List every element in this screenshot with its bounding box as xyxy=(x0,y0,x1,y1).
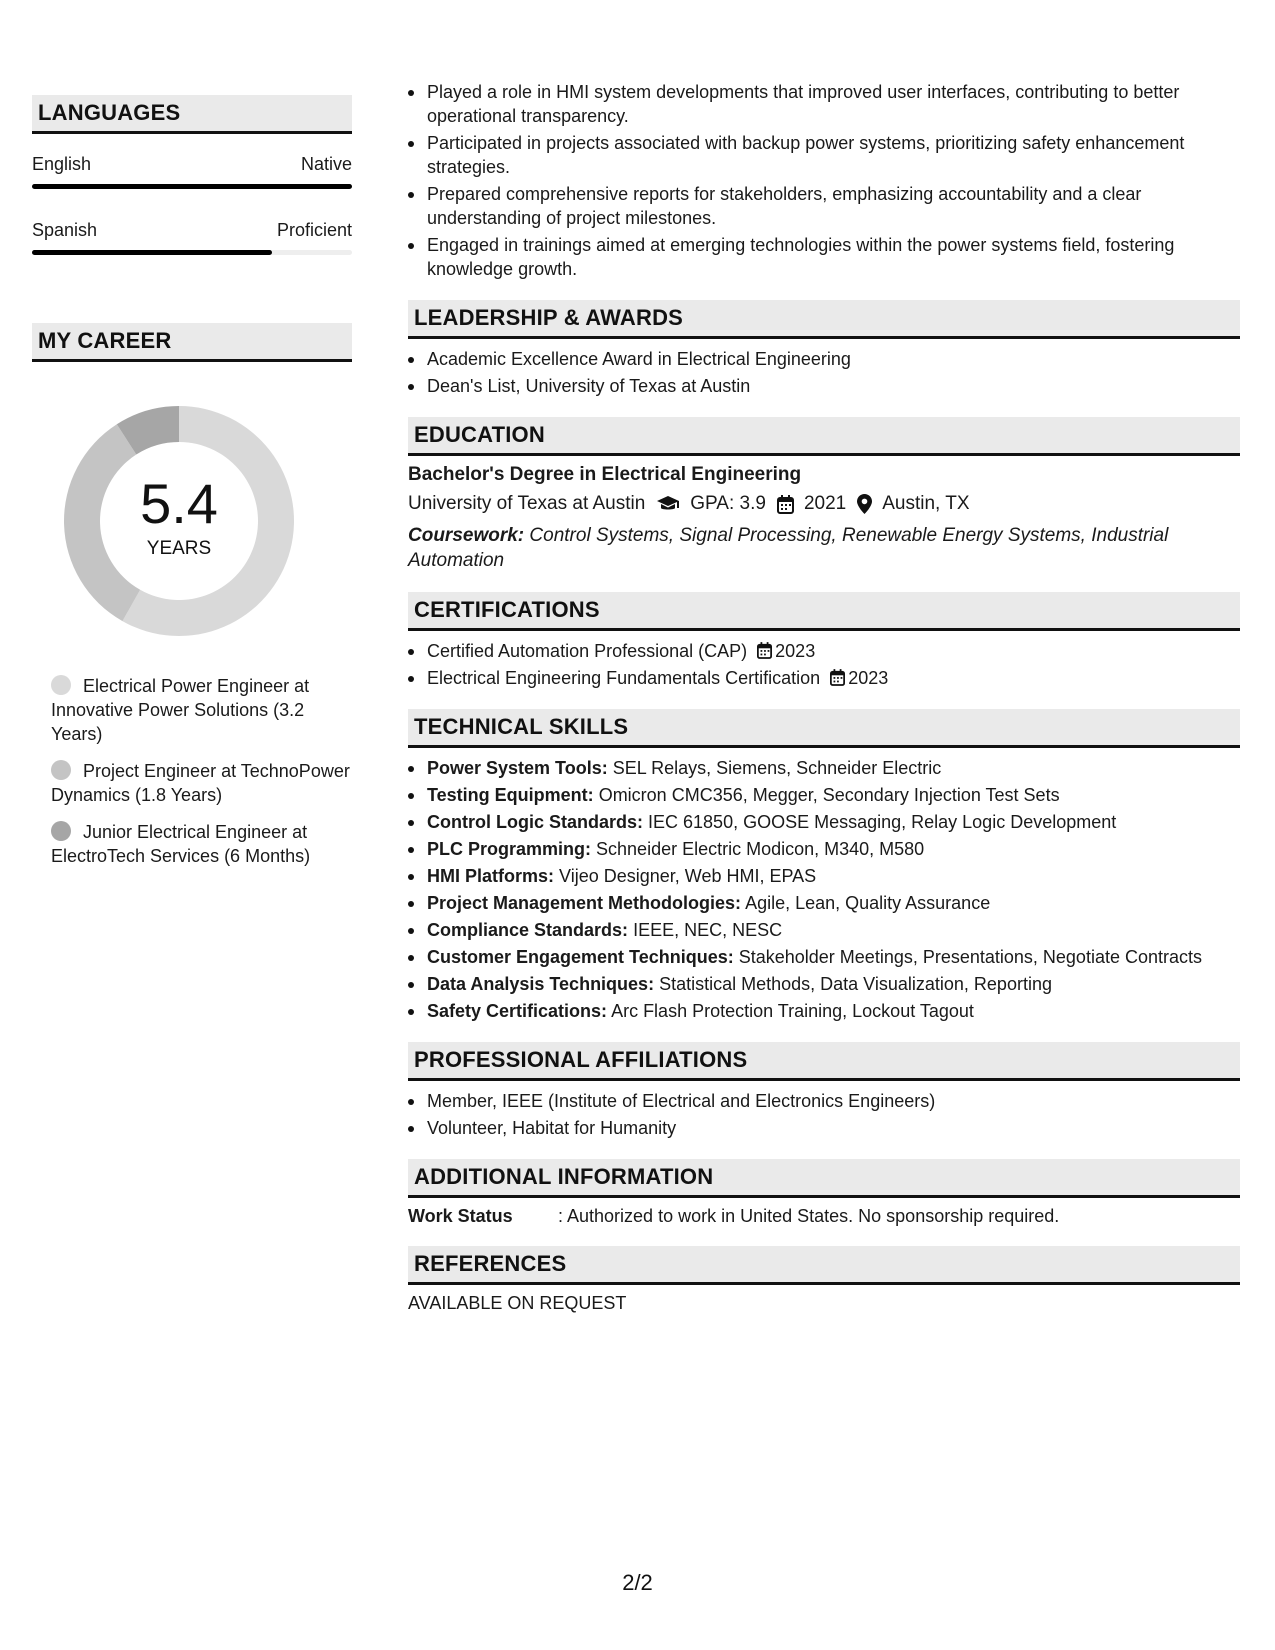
career-total-unit: YEARS xyxy=(146,538,212,559)
skill-label: HMI Platforms: xyxy=(427,866,555,886)
location-pin-icon xyxy=(857,494,872,514)
skill-item xyxy=(408,918,1240,942)
certifications-heading: CERTIFICATIONS xyxy=(408,592,1240,631)
page-number: 2/2 xyxy=(622,1570,653,1595)
leadership-item: Academic Excellence Award in Electrical Engineering xyxy=(408,347,1240,371)
affiliation-item: Member, IEEE (Institute of Electrical and Electronics Engineers) xyxy=(408,1089,1240,1113)
language-level: Proficient xyxy=(276,220,352,240)
skills-heading: TECHNICAL SKILLS xyxy=(408,709,1240,748)
skill-value: Omicron CMC356, Megger, Secondary Injection Test Sets xyxy=(598,785,1060,805)
work-status-value: : Authorized to work in United States. No sponsorship required. xyxy=(558,1206,1060,1226)
language-name: Spanish xyxy=(32,220,98,240)
coursework-list: Control Systems, Signal Processing, Renewable Energy Systems, Industrial Automation xyxy=(408,525,1169,571)
language-level: Native xyxy=(300,154,352,174)
language-proficiency-bar xyxy=(32,184,352,189)
skill-value: IEC 61850, GOOSE Messaging, Relay Logic Development xyxy=(648,812,1117,832)
certification-name: Electrical Engineering Fundamentals Certification xyxy=(427,668,821,688)
language-proficiency-fill xyxy=(32,250,272,255)
leadership-heading: LEADERSHIP & AWARDS xyxy=(408,300,1240,339)
career-legend-item xyxy=(51,674,352,746)
career-legend-label: Project Engineer at TechnoPower Dynamics (1.8 Years) xyxy=(51,761,350,805)
work-status xyxy=(408,1206,1240,1227)
coursework-label: Coursework: xyxy=(408,525,525,546)
skill-label: Safety Certifications: xyxy=(427,1001,608,1021)
language-proficiency-fill xyxy=(32,184,352,189)
career-legend xyxy=(32,674,352,868)
skill-item xyxy=(408,783,1240,807)
career-donut-chart xyxy=(64,406,294,636)
calendar-icon xyxy=(757,642,772,659)
school-name: University of Texas at Austin xyxy=(408,493,646,514)
work-status-label: Work Status xyxy=(408,1206,513,1226)
skill-value: Schneider Electric Modicon, M340, M580 xyxy=(596,839,925,859)
leadership-item: Dean's List, University of Texas at Austin xyxy=(408,374,1240,398)
degree-title: Bachelor's Degree in Electrical Engineering xyxy=(408,464,802,485)
additional-info-heading: ADDITIONAL INFORMATION xyxy=(408,1159,1240,1198)
left-column xyxy=(32,95,352,881)
skill-item xyxy=(408,972,1240,996)
calendar-icon xyxy=(777,495,794,514)
experience-bullet: Participated in projects associated with backup power systems, prioritizing safety enhancement strategies. xyxy=(408,131,1240,179)
affiliations-heading: PROFESSIONAL AFFILIATIONS xyxy=(408,1042,1240,1081)
certification-year: 2023 xyxy=(775,641,816,661)
language-proficiency-bar xyxy=(32,250,352,255)
experience-bullet: Engaged in trainings aimed at emerging technologies within the power systems field, fostering knowledge growth. xyxy=(408,233,1240,281)
languages-heading: LANGUAGES xyxy=(32,95,352,134)
skills-list xyxy=(408,756,1240,1023)
affiliations-list xyxy=(408,1089,1240,1140)
skill-item xyxy=(408,864,1240,888)
education-heading: EDUCATION xyxy=(408,417,1240,456)
experience-bullets xyxy=(408,80,1240,281)
references-heading: REFERENCES xyxy=(408,1246,1240,1285)
graduation-year: 2021 xyxy=(803,493,847,514)
legend-dot xyxy=(51,760,71,780)
skill-label: Control Logic Standards: xyxy=(427,812,643,832)
skill-label: Data Analysis Techniques: xyxy=(427,974,655,994)
skill-label: Project Management Methodologies: xyxy=(427,893,742,913)
skill-item xyxy=(408,756,1240,780)
skill-label: Customer Engagement Techniques: xyxy=(427,947,734,967)
skill-value: Arc Flash Protection Training, Lockout Tagout xyxy=(611,1001,974,1021)
education-details xyxy=(408,493,1240,515)
certification-item xyxy=(408,639,1240,663)
school-location: Austin, TX xyxy=(882,493,970,514)
legend-dot xyxy=(51,821,71,841)
graduation-cap-icon xyxy=(656,495,680,513)
right-column xyxy=(408,80,1240,1314)
skill-value: Agile, Lean, Quality Assurance xyxy=(745,893,991,913)
skill-item xyxy=(408,837,1240,861)
gpa: GPA: 3.9 xyxy=(690,493,766,514)
skill-value: IEEE, NEC, NESC xyxy=(633,920,783,940)
language-item xyxy=(32,220,352,255)
coursework xyxy=(408,523,1240,573)
certification-year: 2023 xyxy=(848,668,889,688)
skill-value: Stakeholder Meetings, Presentations, Negotiate Contracts xyxy=(738,947,1202,967)
skill-label: Power System Tools: xyxy=(427,758,608,778)
skill-label: PLC Programming: xyxy=(427,839,592,859)
skill-item xyxy=(408,810,1240,834)
career-legend-item xyxy=(51,759,352,807)
career-legend-item xyxy=(51,820,352,868)
certification-name: Certified Automation Professional (CAP) xyxy=(427,641,748,661)
certifications-list xyxy=(408,639,1240,690)
references-text: AVAILABLE ON REQUEST xyxy=(408,1293,627,1313)
skill-value: Vijeo Designer, Web HMI, EPAS xyxy=(559,866,817,886)
legend-dot xyxy=(51,675,71,695)
language-name: English xyxy=(32,154,92,174)
experience-bullet: Played a role in HMI system developments that improved user interfaces, contributing to better operational transparency. xyxy=(408,80,1240,128)
skill-item xyxy=(408,891,1240,915)
skill-value: Statistical Methods, Data Visualization, Reporting xyxy=(659,974,1052,994)
calendar-icon xyxy=(830,669,845,686)
skill-value: SEL Relays, Siemens, Schneider Electric xyxy=(612,758,942,778)
experience-bullet: Prepared comprehensive reports for stakeholders, emphasizing accountability and a clear understanding of project milestones. xyxy=(408,182,1240,230)
certification-item xyxy=(408,666,1240,690)
skill-item xyxy=(408,999,1240,1023)
leadership-list xyxy=(408,347,1240,398)
career-total-value: 5.4 xyxy=(140,472,218,535)
skill-label: Testing Equipment: xyxy=(427,785,594,805)
skill-label: Compliance Standards: xyxy=(427,920,629,940)
skill-item xyxy=(408,945,1240,969)
career-heading: MY CAREER xyxy=(32,323,352,362)
language-item xyxy=(32,154,352,189)
affiliation-item: Volunteer, Habitat for Humanity xyxy=(408,1116,1240,1140)
career-legend-label: Electrical Power Engineer at Innovative Power Solutions (3.2 Years) xyxy=(51,676,310,744)
career-legend-label: Junior Electrical Engineer at ElectroTech Services (6 Months) xyxy=(51,822,311,866)
